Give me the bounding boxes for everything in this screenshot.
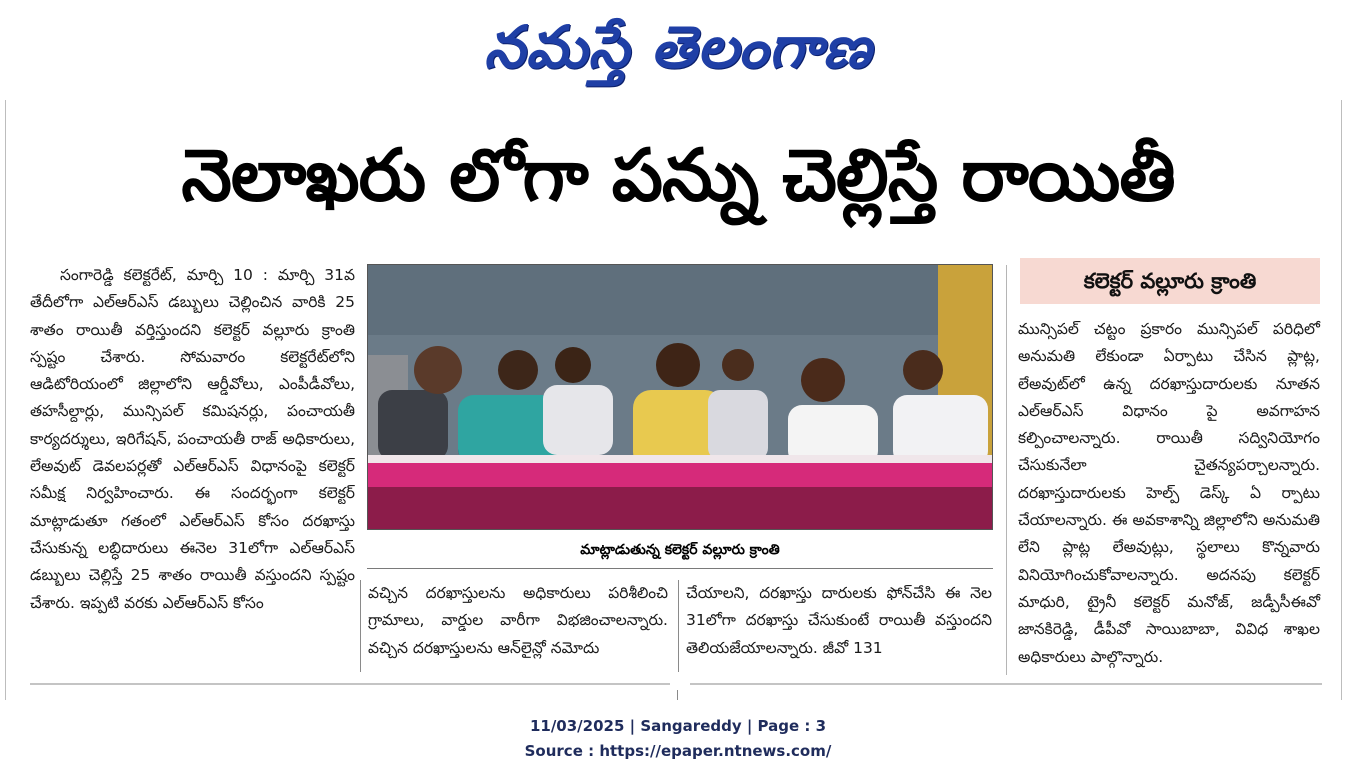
photo-caption: మాట్లాడుతున్న కలెక్టర్ వల్లూరు క్రాంతి	[580, 542, 780, 558]
article-headline: నెలాఖరు లోగా పన్ను చెల్లిస్తే రాయితీ	[181, 133, 1175, 217]
article-subheading: కలెక్టర్ వల్లూరు క్రాంతి	[1020, 258, 1320, 304]
column-divider	[1006, 265, 1007, 675]
bottom-tick	[677, 690, 678, 700]
article-column-3	[686, 580, 992, 662]
footer-source: Source : https://epaper.ntnews.com/	[524, 742, 832, 760]
article-paragraph: చేయాలని, దరఖాస్తు దారులకు ఫోన్‌చేసి ఈ నెల 31లోగా దరఖాస్తు చేసుకుంటే రాయితీ వస్తుందని తెలియజేయాలన్నారు. జీవో 131	[686, 584, 992, 657]
bottom-rule	[690, 683, 1322, 685]
masthead	[0, 0, 1356, 95]
page-border-right	[1341, 100, 1342, 700]
column-divider	[678, 580, 679, 672]
article-column-4	[1018, 316, 1320, 671]
caption-divider	[367, 568, 993, 569]
newspaper-logo: నమస్తే తెలంగాణ	[484, 13, 872, 81]
column-divider	[360, 580, 361, 672]
meeting-photo-illustration	[368, 265, 993, 530]
article-column-2	[368, 580, 668, 662]
article-paragraph: సంగారెడ్డి కలెక్టరేట్, మార్చి 10 : మార్చి 31వ తేదీలోగా ఎల్ఆర్ఎస్ డబ్బులు చెల్లించిన వారికి 25 శాతం రాయితీ వర్తిస్తుందని కలెక్టర్ వల్లూరు క్రాంతి స్పష్టం చేశారు. సోమవారం కలెక్టరేట్‌లోని ఆడిటోరియంలో జిల్లాలోని ఆర్డీవోలు, ఎంపీడీవోలు, తహసీల్దార్లు, మున్సిపల్ కమిషనర్లు, పంచాయతీ కార్యదర్శులు, ఇరిగేషన్, పంచాయతీ రాజ్ అధికారులు, లేఅవుట్ డెవలపర్లతో ఎల్ఆర్ఎస్ విధానంపై కలెక్టర్ సమీక్ష నిర్వహించారు. ఈ సందర్భంగా కలెక్టర్ మాట్లాడుతూ గతంలో ఎల్ఆర్ఎస్ కోసం దరఖాస్తు చేసుకున్న లబ్ధిదారులు ఈనెల 31లోగా ఎల్ఆర్ఎస్ డబ్బులు చెల్లిస్తే 25 శాతం రాయితీ వస్తుందని స్పష్టం చేశారు. ఇప్పటి వరకు ఎల్ఆర్ఎస్ కోసం	[30, 266, 355, 612]
article-paragraph: వచ్చిన దరఖాస్తులను అధికారులు పరిశీలించి గ్రామాలు, వార్డుల వారీగా విభజించాలన్నారు. వచ్చిన దరఖాస్తులను ఆన్‌లైన్లో నమోదు	[368, 584, 668, 657]
page-footer	[0, 714, 1356, 764]
page-border-left	[5, 100, 6, 700]
article-paragraph: మున్సిపల్ చట్టం ప్రకారం మున్సిపల్ పరిధిలో అనుమతి లేకుండా ఏర్పాటు చేసిన ప్లాట్ల, లేఅవుట్‌లో ఉన్న దరఖాస్తుదారులకు నూతన ఎల్ఆర్ఎస్ విధానం పై అవగాహన కల్పించాలన్నారు. రాయితీ సద్వినియోగం చేసుకునేలా చైతన్యపర్చాలన్నారు. దరఖాస్తుదారులకు హెల్ప్ డెస్క్ ఏ ర్పాటు చేయాలన్నారు. ఈ అవకాశాన్ని జిల్లాలోని అనుమతి లేని ప్లాట్ల లేఅవుట్లు, స్థలాలు కొన్నవారు వినియోగించుకోవాలన్నారు. అదనపు కలెక్టర్ మాధురి, ట్రైనీ కలెక్టర్ మనోజ్, జడ్పీసీఈవో జానకిరెడ్డి, డీపీవో సాయిబాబా, వివిధ శాఖల అధికారులు పాల్గొన్నారు.	[1018, 320, 1320, 666]
article-column-1	[30, 262, 355, 617]
article-photo	[367, 264, 993, 530]
bottom-rule	[30, 683, 670, 685]
footer-date-page: 11/03/2025 | Sangareddy | Page : 3	[529, 717, 827, 735]
